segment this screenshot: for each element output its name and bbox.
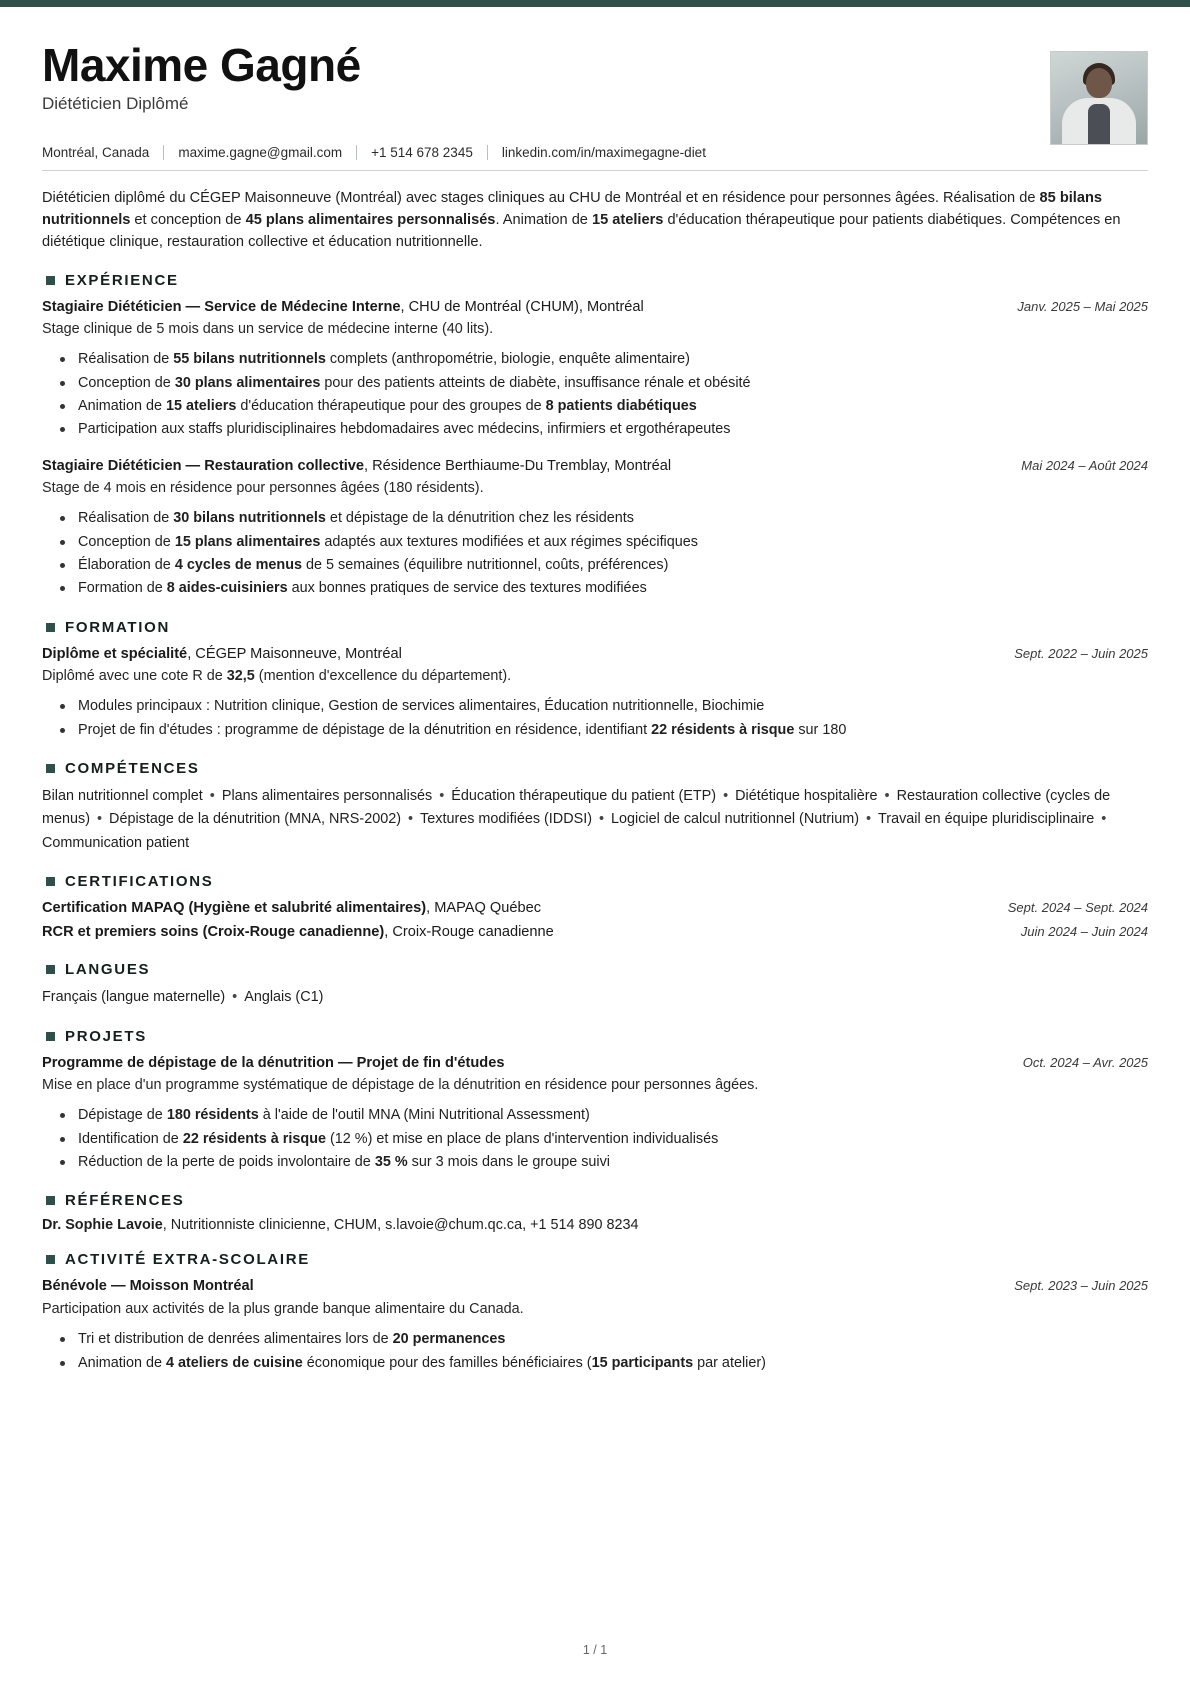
summary-text-4: d'éducation thérapeutique pour patients diabétiques. Compétences en diététique clinique, restauration collective et éducation nutritionnelle. (42, 212, 1121, 251)
subtitle-text: Diplômé avec une cote R de (42, 667, 227, 684)
section-projets (42, 1028, 1148, 1175)
entry-company: , Résidence Berthiaume-Du Tremblay, Montréal (363, 457, 672, 474)
entry-subtitle (42, 666, 1148, 688)
bullet-highlight: 22 résidents à risque (651, 721, 795, 738)
section-experience (42, 272, 1148, 601)
contact-divider (356, 145, 357, 160)
entry-date: Sept. 2022 – Juin 2025 (1014, 645, 1148, 661)
section-title-formation: FORMATION (65, 618, 171, 636)
bullet-highlight: 20 permanences (392, 1331, 506, 1348)
entry-bullet-list (42, 695, 1148, 742)
contact-divider (163, 145, 164, 160)
entry-school: , CÉGEP Maisonneuve, Montréal (187, 645, 402, 662)
list-item (76, 554, 1148, 577)
skill-item: Communication patient (42, 834, 190, 851)
reference-name: Dr. Sophie Lavoie (42, 1217, 163, 1234)
bullet-highlight-2: 8 patients diabétiques (545, 397, 697, 414)
list-item (76, 1328, 1148, 1351)
bullet-text-end: (12 %) et mise en place de plans d'intervention individualisés (326, 1130, 719, 1147)
entry-header-row (42, 456, 1148, 477)
section-header (42, 272, 1148, 289)
square-bullet-icon (46, 764, 55, 773)
certification-name: RCR et premiers soins (Croix-Rouge canadienne) (42, 924, 385, 941)
bullet-text-mid: économique pour des familles bénéficiaires ( (302, 1354, 592, 1371)
bullet-highlight: 30 bilans nutritionnels (173, 510, 326, 527)
list-item (76, 348, 1148, 371)
extra-role: Bénévole — Moisson Montréal (42, 1278, 254, 1295)
section-title-certifications: CERTIFICATIONS (65, 873, 214, 891)
contact-divider (487, 145, 488, 160)
bullet-highlight: 15 plans alimentaires (174, 533, 321, 550)
section-header (42, 1028, 1148, 1045)
entry-subtitle: Mise en place d'un programme systématique de dépistage de la dénutrition en résidence pour personnes âgées. (42, 1076, 759, 1093)
profile-summary (42, 187, 1148, 254)
bullet-text: Élaboration de (78, 557, 175, 574)
summary-text-3: . Animation de (495, 212, 592, 229)
skill-item: Dépistage de la dénutrition (MNA, NRS-2002) (109, 811, 401, 828)
project-entry (42, 1053, 1148, 1175)
certification-title (42, 922, 554, 943)
entry-subtitle: Stage clinique de 5 mois dans un service de médecine interne (40 lits). (42, 320, 494, 337)
skill-separator: • (1101, 811, 1107, 828)
skills-list (42, 785, 1148, 855)
skill-item: Éducation thérapeutique du patient (ETP) (451, 788, 717, 805)
page-footer (0, 1643, 1190, 1657)
entry-bullet-list (42, 1104, 1148, 1174)
skill-separator: • (598, 811, 605, 828)
section-competences (42, 760, 1148, 855)
entry-date: Oct. 2024 – Avr. 2025 (1022, 1054, 1148, 1070)
square-bullet-icon (46, 276, 55, 285)
entry-header-row (42, 1053, 1148, 1074)
bullet-highlight: 35 % (374, 1154, 408, 1171)
certification-row (42, 898, 1148, 919)
section-header (42, 1251, 1148, 1268)
bullet-highlight: 55 bilans nutritionnels (173, 351, 326, 368)
skill-separator: • (723, 788, 729, 805)
skill-separator: • (209, 788, 215, 805)
square-bullet-icon (46, 1255, 55, 1264)
section-certifications (42, 873, 1148, 943)
entry-bullet-list (42, 348, 1148, 441)
bullet-text-end: à l'aide de l'outil MNA (Mini Nutritional Assessment) (258, 1107, 590, 1124)
section-header (42, 1192, 1148, 1209)
certification-title (42, 898, 541, 919)
list-item (76, 507, 1148, 530)
section-header (42, 619, 1148, 636)
section-title-extra: ACTIVITÉ EXTRA-SCOLAIRE (65, 1251, 310, 1269)
entry-degree: Diplôme et spécialité (42, 645, 188, 662)
bullet-text-end: sur 3 mois dans le groupe suivi (407, 1154, 610, 1171)
bullet-text: Participation aux staffs pluridisciplinaires hebdomadaires avec médecins, infirmiers et ergothérapeutes (78, 421, 731, 438)
language-item: Anglais (C1) (244, 989, 324, 1006)
skill-item: Diététique hospitalière (735, 788, 878, 805)
skill-separator: • (884, 788, 890, 805)
skill-separator: • (439, 788, 445, 805)
bullet-highlight: 15 ateliers (166, 397, 237, 414)
bullet-text: Animation de (78, 397, 166, 414)
bullet-text-end: pour des patients atteints de diabète, insuffisance rénale et obésité (320, 374, 751, 391)
bullet-text-end: sur 180 (794, 721, 847, 738)
bullet-text: Conception de (78, 533, 175, 550)
subtitle-text-end: (mention d'excellence du département). (254, 667, 512, 684)
list-item (76, 1104, 1148, 1127)
section-title-competences: COMPÉTENCES (65, 760, 200, 778)
section-title-experience: EXPÉRIENCE (65, 271, 179, 289)
entry-subtitle: Stage de 4 mois en résidence pour personnes âgées (180 résidents). (42, 479, 484, 496)
accent-top-bar (0, 0, 1190, 7)
language-separator: • (232, 989, 238, 1006)
entry-title (42, 644, 402, 665)
square-bullet-icon (46, 965, 55, 974)
bullet-highlight: 30 plans alimentaires (174, 374, 321, 391)
section-header (42, 873, 1148, 890)
section-references (42, 1192, 1148, 1233)
contact-bar (42, 145, 1148, 171)
contact-location: Montréal, Canada (42, 145, 150, 160)
list-item (76, 719, 1148, 742)
skill-item: Textures modifiées (IDDSI) (420, 811, 592, 828)
section-header (42, 961, 1148, 978)
languages-list (42, 986, 1148, 1009)
skill-item: Plans alimentaires personnalisés (221, 788, 433, 805)
formation-entry (42, 644, 1148, 742)
square-bullet-icon (46, 623, 55, 632)
extra-entry (42, 1276, 1148, 1374)
certification-issuer: , Croix-Rouge canadienne (384, 924, 554, 941)
page-title: Maxime Gagné (42, 39, 361, 91)
bullet-text-mid: d'éducation thérapeutique pour des groupes de (236, 397, 546, 414)
bullet-highlight: 22 résidents à risque (182, 1130, 326, 1147)
experience-entry (42, 456, 1148, 601)
list-item (76, 418, 1148, 441)
entry-title (42, 1276, 254, 1297)
entry-title (42, 297, 644, 318)
contact-email[interactable]: maxime.gagne@gmail.com (178, 145, 343, 160)
contact-linkedin[interactable]: linkedin.com/in/maximegagne-diet (501, 145, 706, 160)
entry-role: Stagiaire Diététicien — Service de Médecine Interne (42, 298, 401, 315)
resume-header (42, 41, 1148, 145)
section-header (42, 760, 1148, 777)
bullet-text: Modules principaux : Nutrition clinique, Gestion de services alimentaires, Éducation nutritionnelle, Biochimie (78, 698, 765, 715)
bullet-highlight: 8 aides-cuisiniers (166, 580, 288, 597)
entry-bullet-list (42, 1328, 1148, 1375)
list-item (76, 1151, 1148, 1174)
contact-phone[interactable]: +1 514 678 2345 (371, 145, 473, 160)
entry-header-row (42, 1276, 1148, 1297)
certification-row (42, 922, 1148, 943)
avatar-shirt-shape (1088, 104, 1110, 144)
summary-text-2: et conception de (130, 212, 246, 229)
certification-name: Certification MAPAQ (Hygiène et salubrité alimentaires) (42, 900, 427, 917)
list-item (76, 695, 1148, 718)
bullet-text-end: par atelier) (693, 1354, 766, 1371)
bullet-text: Dépistage de (78, 1107, 167, 1124)
square-bullet-icon (46, 1196, 55, 1205)
entry-date: Janv. 2025 – Mai 2025 (1017, 298, 1148, 314)
bullet-highlight-2: 15 participants (591, 1354, 694, 1371)
section-langues (42, 961, 1148, 1009)
entry-date: Mai 2024 – Août 2024 (1021, 457, 1148, 473)
reference-entry (42, 1217, 1148, 1233)
entry-bullet-list (42, 507, 1148, 600)
section-title-langues: LANGUES (65, 961, 151, 979)
header-text-block (42, 41, 1050, 132)
resume-content (0, 7, 1190, 1375)
bullet-highlight: 180 résidents (166, 1107, 259, 1124)
bullet-text: Réduction de la perte de poids involontaire de (78, 1154, 375, 1171)
skill-item: Travail en équipe pluridisciplinaire (878, 811, 1095, 828)
entry-title (42, 1053, 504, 1074)
job-title: Diététicien Diplômé (42, 93, 189, 113)
entry-subtitle: Participation aux activités de la plus grande banque alimentaire du Canada. (42, 1300, 524, 1317)
bullet-text: Conception de (78, 374, 175, 391)
bullet-text-end: adaptés aux textures modifiées et aux régimes spécifiques (320, 533, 698, 550)
certification-date: Juin 2024 – Juin 2024 (1020, 924, 1148, 940)
square-bullet-icon (46, 877, 55, 886)
bullet-text: Tri et distribution de denrées alimentaires lors de (78, 1331, 393, 1348)
section-activite-extra-scolaire (42, 1251, 1148, 1374)
entry-company: , CHU de Montréal (CHUM), Montréal (400, 298, 644, 315)
certification-date: Sept. 2024 – Sept. 2024 (1007, 900, 1148, 916)
summary-highlight-2: 45 plans alimentaires personnalisés (245, 212, 496, 229)
avatar-head-shape (1086, 68, 1112, 98)
page-indicator: 1 / 1 (582, 1643, 608, 1657)
skill-separator: • (97, 811, 103, 828)
subtitle-highlight: 32,5 (226, 667, 255, 684)
summary-highlight-3: 15 ateliers (591, 212, 664, 229)
entry-date: Sept. 2023 – Juin 2025 (1014, 1278, 1148, 1294)
skill-separator: • (408, 811, 414, 828)
section-title-references: RÉFÉRENCES (65, 1192, 185, 1210)
language-item: Français (langue maternelle) (42, 989, 226, 1006)
entry-header-row (42, 297, 1148, 318)
avatar (1050, 51, 1148, 145)
entry-role: Stagiaire Diététicien — Restauration collective (42, 457, 364, 474)
bullet-text: Animation de (78, 1354, 166, 1371)
experience-entry (42, 297, 1148, 442)
section-formation (42, 619, 1148, 742)
bullet-text: Réalisation de (78, 351, 174, 368)
bullet-text-end: de 5 semaines (équilibre nutritionnel, coûts, préférences) (302, 557, 669, 574)
list-item (76, 372, 1148, 395)
summary-highlight-1: 85 bilans nutritionnels (42, 190, 1102, 229)
list-item (76, 395, 1148, 418)
bullet-highlight: 4 cycles de menus (174, 557, 303, 574)
entry-header-row (42, 644, 1148, 665)
skill-item: Restauration collective (cycles de menus) (42, 788, 1111, 828)
skill-item: Logiciel de calcul nutritionnel (Nutrium) (611, 811, 859, 828)
summary-text-1: Diététicien diplômé du CÉGEP Maisonneuve (Montréal) avec stages cliniques au CHU de Montréal et en résidence pour personnes âgées. Réalisation de (42, 190, 1040, 206)
bullet-text-end: complets (anthropométrie, biologie, enquête alimentaire) (325, 351, 690, 368)
bullet-text: Formation de (78, 580, 167, 597)
entry-title (42, 456, 671, 477)
bullet-text: Projet de fin d'études : programme de dépistage de la dénutrition en résidence, identifiant (78, 721, 652, 738)
bullet-text: Identification de (78, 1130, 183, 1147)
list-item (76, 577, 1148, 600)
section-title-projets: PROJETS (65, 1027, 147, 1045)
reference-details: , Nutritionniste clinicienne, CHUM, s.lavoie@chum.qc.ca, +1 514 890 8234 (162, 1217, 639, 1234)
bullet-text-end: et dépistage de la dénutrition chez les résidents (325, 510, 634, 527)
skill-item: Bilan nutritionnel complet (42, 788, 203, 805)
list-item (76, 531, 1148, 554)
list-item (76, 1352, 1148, 1375)
certification-issuer: , MAPAQ Québec (426, 900, 542, 917)
list-item (76, 1128, 1148, 1151)
bullet-text-end: aux bonnes pratiques de service des textures modifiées (287, 580, 647, 597)
bullet-highlight: 4 ateliers de cuisine (166, 1354, 303, 1371)
skill-separator: • (865, 811, 872, 828)
square-bullet-icon (46, 1032, 55, 1041)
bullet-text: Réalisation de (78, 510, 174, 527)
project-name: Programme de dépistage de la dénutrition — Projet de fin d'études (42, 1054, 505, 1071)
